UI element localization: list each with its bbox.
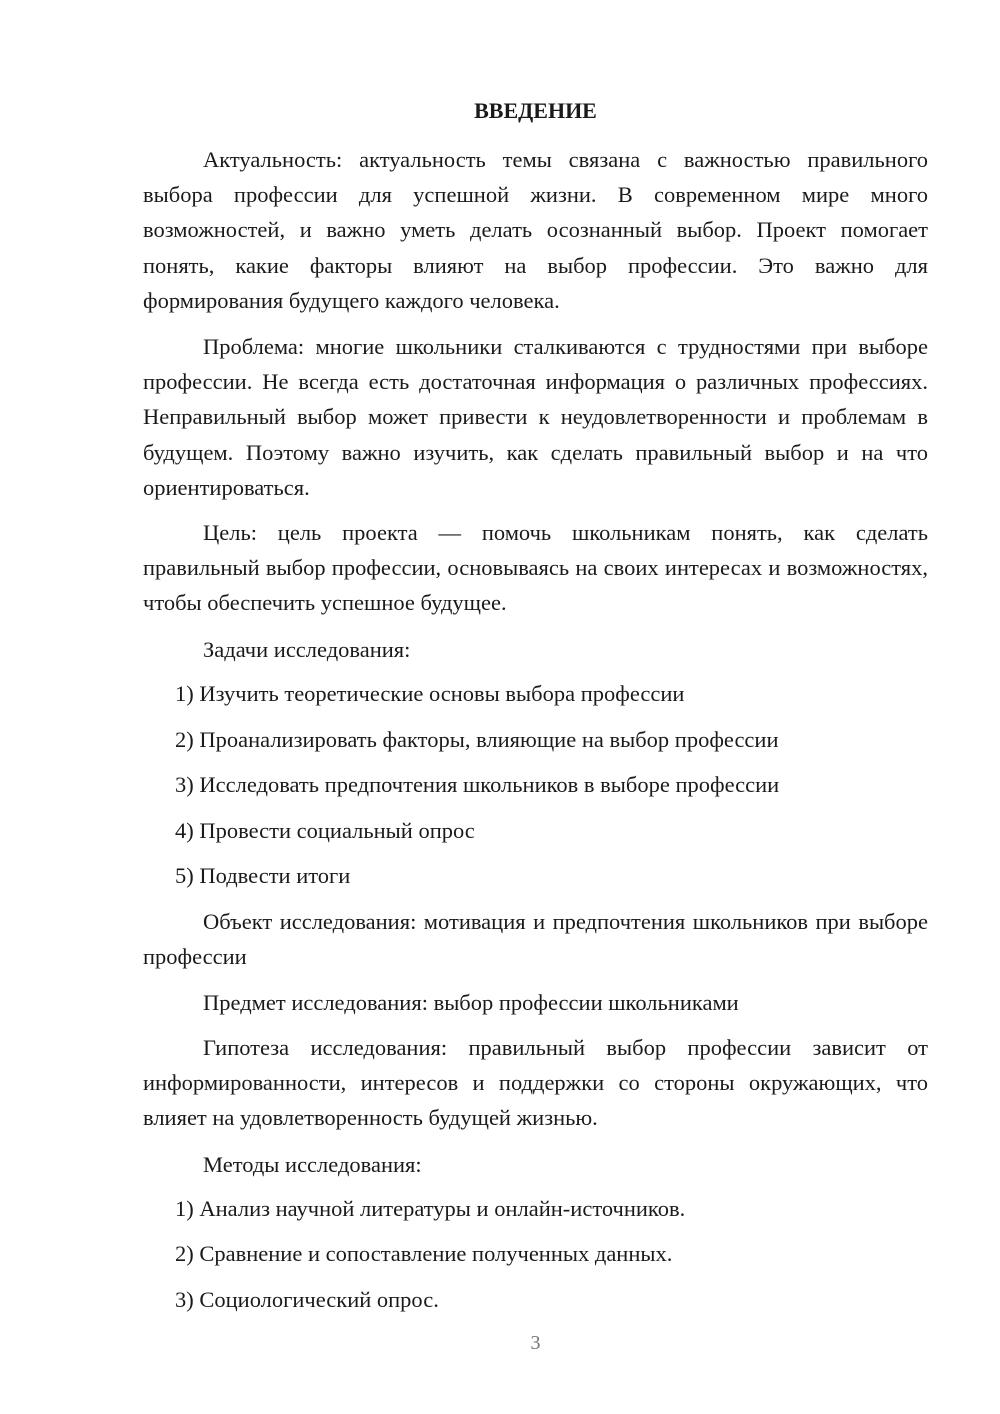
method-item-1: 1) Анализ научной литературы и онлайн-источников. xyxy=(175,1196,686,1221)
document-page xyxy=(143,0,928,1414)
object-paragraph: Объект исследования: мотивация и предпочтения школьников при выборе профессии xyxy=(143,909,928,970)
hypothesis-paragraph: Гипотеза исследования: правильный выбор профессии зависит от информированности, интересов и поддержки со стороны окружающих, что влияет на удовлетворенность будущей жизнью. xyxy=(143,1035,928,1131)
goal-paragraph: Цель: цель проекта — помочь школьникам понять, как сделать правильный выбор профессии, основываясь на своих интересах и возможностях, чтобы обеспечить успешное будущее. xyxy=(143,520,928,616)
methods-heading: Методы исследования: xyxy=(203,1152,422,1177)
page-title: ВВЕДЕНИЕ xyxy=(474,98,597,123)
relevance-paragraph: Актуальность: актуальность темы связана с важностью правильного выбора профессии для успешной жизни. В современном мире много возможностей, и важно уметь делать осознанный выбор. Проект помогает понять, какие факторы влияют на выбор профессии. Это важно для формирования будущего каждого человека. xyxy=(143,147,928,313)
task-item-1: 1) Изучить теоретические основы выбора профессии xyxy=(175,681,685,706)
page-number: 3 xyxy=(530,1332,541,1354)
task-item-4: 4) Провести социальный опрос xyxy=(175,818,475,843)
task-item-5: 5) Подвести итоги xyxy=(175,863,351,888)
tasks-heading: Задачи исследования: xyxy=(203,637,411,662)
method-item-3: 3) Социологический опрос. xyxy=(175,1287,439,1312)
task-item-3: 3) Исследовать предпочтения школьников в выборе профессии xyxy=(175,772,780,797)
method-item-2: 2) Сравнение и сопоставление полученных данных. xyxy=(175,1241,673,1266)
subject-paragraph: Предмет исследования: выбор профессии школьниками xyxy=(203,990,739,1015)
task-item-2: 2) Проанализировать факторы, влияющие на выбор профессии xyxy=(175,727,779,752)
problem-paragraph: Проблема: многие школьники сталкиваются с трудностями при выборе профессии. Не всегда есть достаточная информация о различных профессиях. Неправильный выбор может привести к неудовлетворенности и проблемам в будущем. Поэтому важно изучить, как сделать правильный выбор и на что ориентироваться. xyxy=(143,334,928,500)
